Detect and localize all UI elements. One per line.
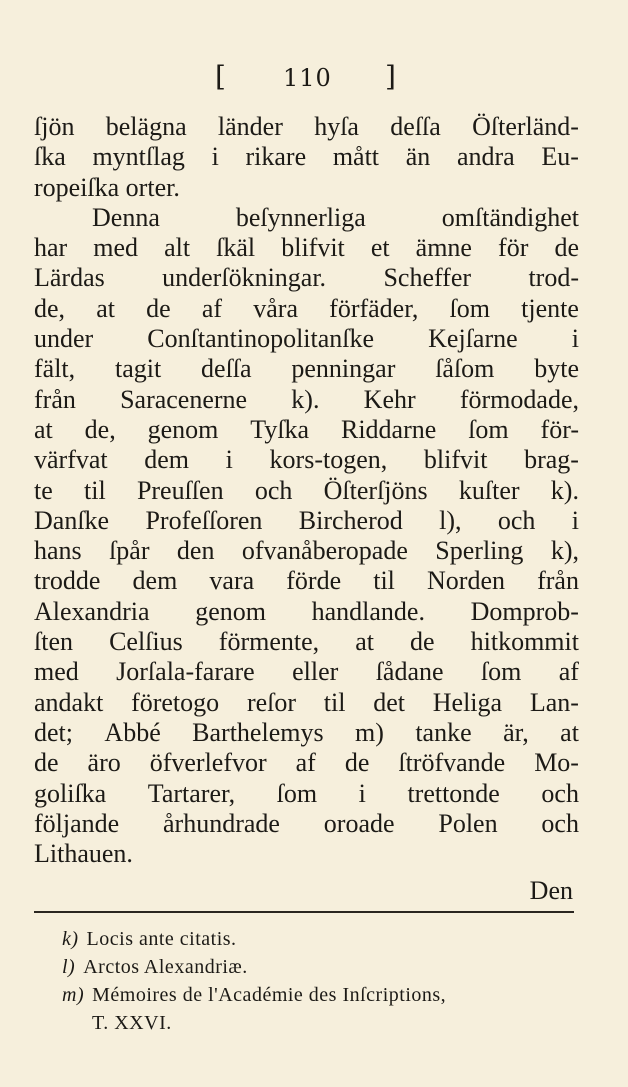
word: ſom (480, 657, 522, 687)
text-line (34, 688, 579, 718)
word: förmente, (218, 627, 320, 657)
word: äro (87, 748, 121, 778)
word: företogo (131, 687, 220, 717)
word: förfäder, (329, 293, 419, 323)
text-line (34, 385, 579, 415)
catchword: Den (529, 876, 573, 905)
word: och (541, 808, 579, 838)
word: ſom (468, 414, 509, 444)
word: deſſa (390, 112, 441, 141)
word: kuſter (458, 475, 520, 505)
footnote-mark: m) (62, 984, 85, 1006)
word: m) (355, 717, 384, 747)
word: Kehr (363, 384, 416, 414)
header-bracket-left: [ (215, 60, 226, 93)
word: förde (286, 566, 342, 596)
text-line (34, 748, 579, 778)
word: eller (292, 657, 339, 687)
word: Conſtantinopolitanſke (147, 324, 375, 354)
text-line (34, 597, 579, 627)
header-bracket-right: ] (385, 60, 396, 93)
word: Danſke (34, 505, 110, 535)
text-line (34, 142, 579, 172)
word: fält, (34, 354, 76, 384)
footnote-mark: l) (62, 956, 76, 978)
footnote-text: Mémoires de l'Académie des Inſcriptions, (92, 984, 447, 1006)
word: de (344, 748, 370, 778)
word: blifvit (423, 445, 488, 475)
footnote-text: Locis ante citatis. (86, 928, 237, 950)
word: rikare (245, 142, 307, 172)
text-line (34, 566, 579, 596)
word: mått (332, 142, 380, 172)
text-line (34, 506, 579, 536)
word: at (355, 627, 374, 657)
word: Domprob- (470, 596, 579, 626)
word: k). (550, 475, 579, 505)
word: te (34, 475, 53, 505)
footnotes (62, 925, 582, 1037)
footnote-text: Arctos Alexandriæ. (83, 956, 248, 978)
text-line (34, 657, 579, 687)
word: i (358, 778, 366, 808)
word: under (34, 324, 94, 354)
word: Abbé (104, 717, 161, 747)
word: än (405, 142, 431, 172)
word: andra (456, 142, 515, 172)
word: de (146, 293, 171, 323)
word: dem (132, 566, 178, 596)
word: Preuſſen (136, 475, 224, 505)
word: ſtröfvande (398, 748, 506, 778)
word: vara (209, 566, 255, 596)
word: andakt (34, 687, 104, 717)
word: tanke (415, 717, 472, 747)
word: Scheffer (383, 263, 472, 293)
word: Lärdas (34, 263, 105, 293)
word: ſåſom (435, 354, 495, 384)
word: de (554, 233, 579, 263)
word: Barthelemys (192, 717, 324, 747)
text-line (34, 809, 579, 839)
word: öfverlefvor (149, 748, 267, 778)
word: Mo- (534, 748, 579, 778)
word: brag- (524, 445, 579, 475)
word: myntſlag (92, 142, 185, 172)
word: at (34, 414, 53, 444)
word: blifvit (281, 233, 345, 263)
word: förmodade, (459, 384, 579, 414)
word: Öſterländ- (472, 112, 579, 141)
word: våra (253, 293, 298, 323)
word: handlande. (311, 596, 425, 626)
footnote (62, 1009, 582, 1037)
text-line (34, 294, 579, 324)
word: byte (534, 354, 579, 384)
text-line (34, 354, 579, 384)
word: oroade (323, 808, 395, 838)
word: Eu- (541, 142, 579, 172)
text-line (34, 203, 579, 233)
word: l), (439, 505, 462, 535)
word: Sperling (435, 536, 524, 566)
word: och (497, 505, 536, 535)
footnote-text: T. XXVI. (92, 1012, 172, 1034)
word: Bircherod (298, 505, 403, 535)
text-line (34, 445, 579, 475)
word: Tartarer, (147, 778, 236, 808)
word: at (560, 717, 579, 747)
footnote (62, 953, 582, 981)
word: Saracenerne (120, 384, 248, 414)
text-line (34, 233, 579, 263)
word: goliſka (34, 778, 107, 808)
word: de (410, 627, 435, 657)
word: Heliga (432, 687, 503, 717)
word: Alexandria (34, 596, 150, 626)
word: hyſa (314, 112, 359, 141)
word: af (558, 657, 579, 687)
word: århundrade (163, 808, 280, 838)
word: ſpår (109, 536, 150, 566)
word: med (34, 657, 79, 687)
word: til (323, 687, 346, 717)
word: alt (164, 233, 191, 263)
word: Celſius (109, 627, 183, 657)
word: och (541, 778, 579, 808)
word: beſynnerliga (235, 202, 366, 232)
word: hitkommit (470, 627, 579, 657)
text-line (34, 627, 579, 657)
word: från (537, 566, 579, 596)
word: penningar (291, 354, 396, 384)
word: k). (291, 384, 320, 414)
word: ofvanåberopade (241, 536, 408, 566)
word: ſkäl (216, 233, 256, 263)
word: ſådane (375, 657, 444, 687)
word: belägna (105, 112, 187, 141)
word: i (211, 142, 219, 172)
word: Lan- (529, 687, 579, 717)
word: trod- (528, 263, 579, 293)
word: Öſterſjöns (323, 475, 428, 505)
word: med (93, 233, 139, 263)
word: ſom (276, 778, 318, 808)
text-line (34, 536, 579, 566)
word: länder (217, 112, 283, 141)
footnote-rule (34, 911, 574, 913)
word: från (34, 384, 76, 414)
word: genom (147, 414, 219, 444)
word: Denna (92, 202, 160, 232)
word: i (571, 324, 579, 354)
word: för (498, 233, 529, 263)
word: Kejſarne (428, 324, 518, 354)
word: tagit (114, 354, 162, 384)
text-line (34, 112, 579, 142)
text-line (34, 263, 579, 293)
word: ſom (449, 293, 490, 323)
word: underſökningar. (162, 263, 327, 293)
word: den (176, 536, 215, 566)
word: trettonde (407, 778, 500, 808)
body-text (34, 112, 579, 869)
word: hans (34, 536, 82, 566)
text-line (34, 718, 579, 748)
word: af (295, 748, 316, 778)
word: för- (540, 414, 579, 444)
word: Tyſka (250, 414, 310, 444)
word: Jorſala-farare (116, 657, 255, 687)
word: de (34, 748, 59, 778)
word: de, (84, 414, 116, 444)
word: Polen (438, 808, 498, 838)
word: ämne (415, 233, 472, 263)
word: följande (34, 808, 120, 838)
text-line (34, 324, 579, 354)
word: Riddarne (340, 414, 437, 444)
footnote (62, 925, 582, 953)
word: värfvat (34, 445, 108, 475)
word: deſſa (201, 354, 252, 384)
footnote (62, 981, 582, 1009)
word: i (225, 445, 233, 475)
word: genom (195, 596, 266, 626)
word: ſten (34, 627, 73, 657)
word: at (96, 293, 115, 323)
word: kors-togen, (269, 445, 388, 475)
text-line: Lithauen. (34, 839, 133, 869)
word: har (34, 233, 68, 263)
word: af (201, 293, 223, 323)
word: trodde (34, 566, 101, 596)
word: ſka (34, 142, 66, 172)
word: är, (503, 717, 529, 747)
word: det; (34, 717, 73, 747)
word: k), (550, 536, 579, 566)
text-line (34, 779, 579, 809)
word: det (373, 687, 405, 717)
word: omſtändighet (441, 202, 579, 232)
word: et (370, 233, 390, 263)
text-line (34, 415, 579, 445)
word: Profeſſoren (145, 505, 263, 535)
word: reſor (246, 687, 297, 717)
word: tjente (521, 293, 579, 323)
page-number: 110 (283, 64, 332, 92)
word: de, (34, 293, 66, 323)
word: och (254, 475, 293, 505)
word: ſjön (34, 112, 75, 141)
footnote-mark: k) (62, 928, 79, 950)
text-line (34, 476, 579, 506)
word: til (84, 475, 106, 505)
text-line: ropeiſka orter. (34, 172, 180, 202)
word: til (373, 566, 395, 596)
page-header (215, 60, 415, 96)
word: Norden (427, 566, 505, 596)
word: dem (144, 445, 190, 475)
word: i (571, 505, 579, 535)
